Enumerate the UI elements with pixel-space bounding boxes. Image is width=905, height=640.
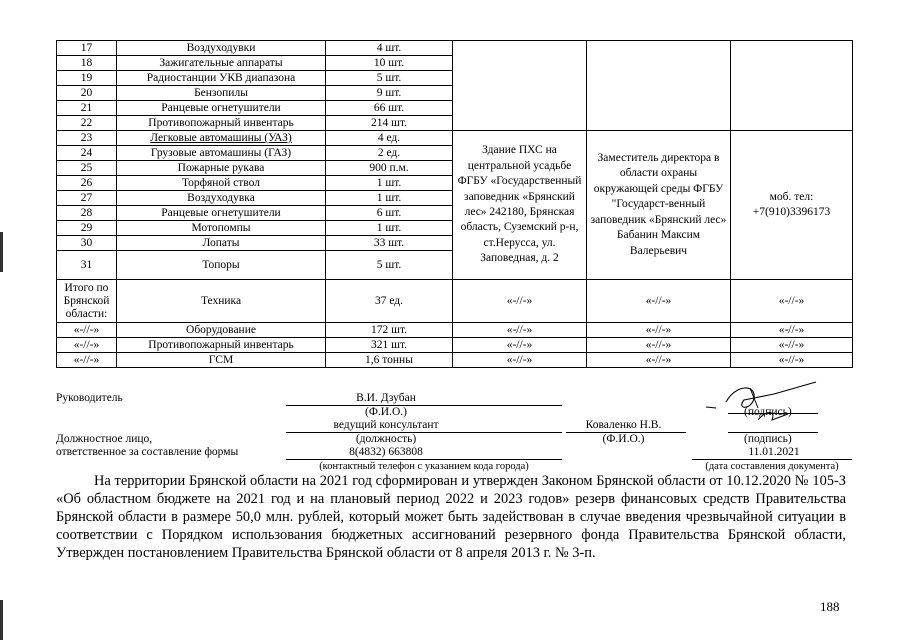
row-name: Мотопомпы: [117, 221, 326, 236]
table-row: [57, 131, 853, 146]
official-label: ответственное за составление формы: [56, 446, 239, 458]
row-name: Ранцевые огнетушители: [117, 101, 326, 116]
row-number: 17: [57, 41, 117, 56]
row-name: Торфяной ствол: [117, 176, 326, 191]
row-number: 29: [57, 221, 117, 236]
row-qty: 1 шт.: [326, 221, 453, 236]
ditto-cell: «-//-»: [587, 338, 731, 353]
row-qty: 66 шт.: [326, 101, 453, 116]
total-qty: 37 ед.: [326, 280, 453, 323]
row-name: Бензопилы: [117, 86, 326, 101]
row-qty: 1 шт.: [326, 176, 453, 191]
row-number: 23: [57, 131, 117, 146]
ditto-cell: «-//-»: [587, 323, 731, 338]
row-qty: 1 шт.: [326, 191, 453, 206]
signature-caption: (подпись): [744, 406, 792, 418]
official-fio-caption: (Ф.И.О.): [602, 433, 645, 445]
total-row: [57, 280, 853, 323]
row-qty: 10 шт.: [326, 56, 453, 71]
row-number: 31: [57, 251, 117, 280]
row-qty: 9 шт.: [326, 86, 453, 101]
table-row: [57, 323, 853, 338]
row-name: Воздуходувки: [117, 41, 326, 56]
row-qty: 4 ед.: [326, 131, 453, 146]
row-number: 26: [57, 176, 117, 191]
signature-block: [56, 392, 852, 472]
scan-edge-mark: [0, 232, 3, 272]
phone-value: 8(4832) 663808: [349, 446, 423, 458]
row-qty: 33 шт.: [326, 236, 453, 251]
row-number: 21: [57, 101, 117, 116]
phone-cell-empty: [731, 41, 853, 131]
table-row: [57, 41, 853, 56]
total-name: Техника: [117, 280, 326, 323]
row-name: Воздуходувка: [117, 191, 326, 206]
row-qty: 5 шт.: [326, 251, 453, 280]
phone-cell: моб. тел: +7(910)3396173: [731, 131, 853, 280]
ditto-cell: «-//-»: [453, 323, 587, 338]
responsible-cell-empty: [587, 41, 731, 131]
location-cell: Здание ПХС на центральной усадьбе ФГБУ «Государственный заповедник «Брянский лес» 242180, Брянская область, Суземский р-н, ст.Нерусса, ул. Заповедная, д. 2: [453, 131, 587, 280]
row-number: 27: [57, 191, 117, 206]
resources-table: [56, 40, 853, 368]
row-number: 22: [57, 116, 117, 131]
row-number: «-//-»: [57, 323, 117, 338]
location-cell-empty: [453, 41, 587, 131]
row-qty: 172 шт.: [326, 323, 453, 338]
row-name: ГСМ: [117, 353, 326, 368]
ditto-cell: «-//-»: [587, 353, 731, 368]
row-name: Топоры: [117, 251, 326, 280]
row-qty: 900 п.м.: [326, 161, 453, 176]
date-caption: (дата составления документа): [705, 461, 839, 472]
fio-caption: (Ф.И.О.): [365, 406, 407, 418]
official-position: ведущий консультант: [333, 419, 439, 431]
ditto-cell: «-//-»: [453, 353, 587, 368]
row-name: Зажигательные аппараты: [117, 56, 326, 71]
official-name: Коваленко Н.В.: [585, 419, 662, 431]
row-number: 30: [57, 236, 117, 251]
row-number: 19: [57, 71, 117, 86]
official-label: Должностное лицо,: [56, 433, 153, 445]
ditto-cell: «-//-»: [731, 338, 853, 353]
row-name: Пожарные рукава: [117, 161, 326, 176]
scan-edge-mark: [0, 600, 3, 640]
total-label: Итого по Брянской области:: [57, 280, 117, 323]
phone-caption: (контактный телефон с указанием кода города): [319, 461, 529, 472]
row-qty: 6 шт.: [326, 206, 453, 221]
row-number: 25: [57, 161, 117, 176]
row-qty: 2 ед.: [326, 146, 453, 161]
row-qty: 321 шт.: [326, 338, 453, 353]
row-name: Радиостанции УКВ диапазона: [117, 71, 326, 86]
row-name: Грузовые автомашины (ГАЗ): [117, 146, 326, 161]
row-number: «-//-»: [57, 338, 117, 353]
row-name: Оборудование: [117, 323, 326, 338]
row-name: Противопожарный инвентарь: [117, 116, 326, 131]
row-qty: 4 шт.: [326, 41, 453, 56]
signature-caption: (подпись): [744, 433, 792, 445]
ditto-cell: «-//-»: [731, 353, 853, 368]
row-qty: 214 шт.: [326, 116, 453, 131]
ditto-cell: «-//-»: [731, 280, 853, 323]
row-number: 18: [57, 56, 117, 71]
row-qty: 5 шт.: [326, 71, 453, 86]
table-row: [57, 353, 853, 368]
head-name: В.И. Дзубан: [356, 392, 416, 404]
ditto-cell: «-//-»: [453, 280, 587, 323]
paragraph-text: На территории Брянской области на 2021 год сформирован и утвержден Законом Брянской области от 10.12.2020 № 105-З «Об областном бюджете на 2021 год и на плановый период 2022 и 2023 годов» резерв финансовых средств Правительства Брянской области в размере 50,0 млн. рублей, который может быть задействован в случае введения чрезвычайной ситуации в соответствии с Порядком использования бюджетных ассигнований резервного фонда Правительства Брянской области, Утвержден постановлением Правительства Брянской области от 8 апреля 2013 г. № 3-п.: [56, 473, 846, 561]
page-number: 188: [820, 599, 840, 614]
row-number: 28: [57, 206, 117, 221]
ditto-cell: «-//-»: [453, 338, 587, 353]
body-paragraph: [56, 472, 846, 562]
head-label: Руководитель: [56, 392, 123, 404]
date-value: 11.01.2021: [748, 446, 800, 458]
row-number: 24: [57, 146, 117, 161]
table-row: [57, 338, 853, 353]
row-number: «-//-»: [57, 353, 117, 368]
row-name: Противопожарный инвентарь: [117, 338, 326, 353]
row-qty: 1,6 тонны: [326, 353, 453, 368]
position-caption: (должность): [355, 433, 417, 445]
row-number: 20: [57, 86, 117, 101]
responsible-cell: Заместитель директора в области охраны окружающей среды ФГБУ "Государст-венный заповедник «Брянский лес» Бабанин Максим Валерьевич: [587, 131, 731, 280]
row-name: Лопаты: [117, 236, 326, 251]
ditto-cell: «-//-»: [731, 323, 853, 338]
ditto-cell: «-//-»: [587, 280, 731, 323]
row-name: Ранцевые огнетушители: [117, 206, 326, 221]
row-name: Легковые автомашины (УАЗ): [117, 131, 326, 146]
